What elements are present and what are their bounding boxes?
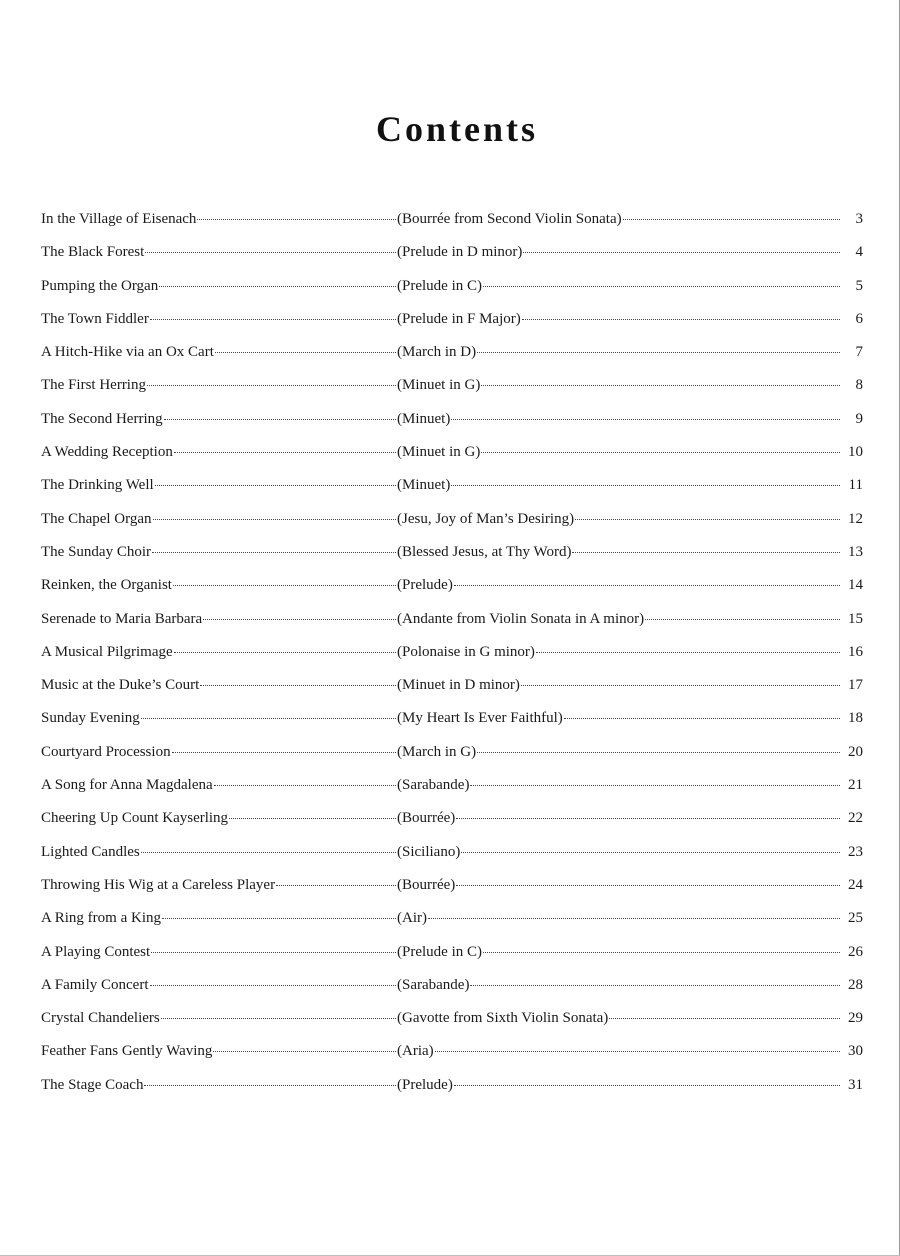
toc-piece-column: [397, 409, 841, 429]
toc-title-column: [41, 342, 397, 362]
toc-entry-piece: (Sarabande): [397, 777, 470, 794]
dot-leader: [456, 818, 840, 819]
toc-entry-page: 26: [848, 943, 863, 960]
toc-entry-piece: (Polonaise in G minor): [397, 643, 535, 660]
toc-entry: [41, 942, 863, 975]
toc-entry-page: 29: [848, 1010, 863, 1027]
dot-leader: [214, 785, 396, 786]
toc-title-column: [41, 609, 397, 629]
dot-leader: [197, 219, 396, 220]
dot-leader: [162, 918, 396, 919]
toc-entry-page: 7: [855, 344, 863, 361]
toc-entry-page: 3: [855, 211, 863, 227]
toc-entry-piece: (Bourrée): [397, 810, 456, 827]
toc-entry-title: In the Village of Eisenach: [41, 211, 197, 227]
toc-piece-column: [397, 1075, 841, 1095]
toc-entry-title: A Family Concert: [41, 976, 149, 993]
toc-entry-piece: (Prelude in D minor): [397, 244, 523, 261]
toc-entry: [41, 242, 863, 275]
dot-leader: [572, 552, 840, 553]
toc-entry: [41, 908, 863, 941]
dot-leader: [173, 585, 396, 586]
toc-entry-piece: (Minuet in G): [397, 444, 481, 461]
toc-title-column: [41, 675, 397, 695]
toc-title-column: [41, 842, 397, 862]
toc-piece-column: [397, 542, 841, 562]
dot-leader: [481, 385, 840, 386]
dot-leader: [522, 319, 840, 320]
dot-leader: [481, 452, 840, 453]
toc-entry: [41, 1008, 863, 1041]
toc-entry-page: 15: [848, 610, 863, 627]
dot-leader: [229, 818, 396, 819]
dot-leader: [470, 985, 840, 986]
toc-entry-piece: (Bourrée from Second Violin Sonata): [397, 211, 622, 227]
toc-entry-title: Lighted Candles: [41, 843, 140, 860]
dot-leader: [470, 785, 840, 786]
toc-entry-page: 30: [848, 1043, 863, 1060]
toc-title-column: [41, 775, 397, 795]
toc-entry-page: 20: [848, 743, 863, 760]
toc-entry-title: The Black Forest: [41, 244, 145, 261]
toc-entry-piece: (My Heart Is Ever Faithful): [397, 710, 563, 727]
toc-title-column: [41, 908, 397, 928]
dot-leader: [435, 1051, 840, 1052]
toc-title-column: [41, 708, 397, 728]
toc-entry: [41, 609, 863, 642]
toc-entry-title: A Musical Pilgrimage: [41, 643, 173, 660]
toc-entry-title: The First Herring: [41, 377, 146, 394]
toc-entry-page: 14: [848, 577, 863, 594]
dot-leader: [477, 352, 840, 353]
toc-title-column: [41, 1041, 397, 1061]
dot-leader: [150, 319, 396, 320]
toc-entry-title: The Drinking Well: [41, 477, 154, 494]
toc-entry-page: 17: [848, 677, 863, 694]
toc-entry-title: Reinken, the Organist: [41, 577, 172, 594]
toc-entry-piece: (Air): [397, 910, 427, 927]
toc-entry-title: Feather Fans Gently Waving: [41, 1043, 213, 1060]
toc-title-column: [41, 1008, 397, 1028]
dot-leader: [609, 1018, 840, 1019]
toc-piece-column: [397, 309, 841, 329]
toc-entry: [41, 742, 863, 775]
toc-piece-column: [397, 1041, 841, 1061]
toc-entry-page: 4: [855, 244, 863, 261]
dot-leader: [536, 652, 840, 653]
toc-title-column: [41, 509, 397, 529]
toc-entry: [41, 1075, 863, 1108]
toc-entry-page: 5: [855, 277, 863, 294]
toc-piece-column: [397, 475, 841, 495]
dot-leader: [151, 952, 396, 953]
toc-title-column: [41, 575, 397, 595]
toc-entry-piece: (Bourrée): [397, 876, 456, 893]
toc-title-column: [41, 409, 397, 429]
toc-entry-piece: (March in G): [397, 743, 477, 760]
dot-leader: [456, 885, 840, 886]
dot-leader: [428, 918, 840, 919]
table-of-contents: [41, 209, 863, 1108]
toc-entry: [41, 442, 863, 475]
toc-title-column: [41, 442, 397, 462]
toc-piece-column: [397, 575, 841, 595]
dot-leader: [200, 685, 396, 686]
dot-leader: [164, 419, 396, 420]
toc-entry-page: 25: [848, 910, 863, 927]
toc-piece-column: [397, 509, 841, 529]
toc-entry: [41, 1041, 863, 1074]
toc-entry-title: Music at the Duke’s Court: [41, 677, 200, 694]
dot-leader: [141, 852, 396, 853]
toc-entry-title: A Hitch-Hike via an Ox Cart: [41, 344, 214, 361]
toc-entry-piece: (Minuet): [397, 477, 451, 494]
toc-piece-column: [397, 375, 841, 395]
dot-leader: [172, 752, 396, 753]
toc-entry: [41, 975, 863, 1008]
toc-piece-column: [397, 276, 841, 296]
dot-leader: [153, 519, 396, 520]
dot-leader: [477, 752, 840, 753]
toc-entry-piece: (Prelude): [397, 577, 453, 594]
toc-title-column: [41, 808, 397, 828]
toc-entry-title: The Chapel Organ: [41, 510, 152, 527]
toc-entry-title: The Sunday Choir: [41, 543, 151, 560]
toc-entry: [41, 808, 863, 841]
toc-piece-column: [397, 642, 841, 662]
toc-entry-piece: (March in D): [397, 344, 477, 361]
toc-entry-piece: (Prelude in C): [397, 277, 482, 294]
toc-entry-piece: (Prelude in C): [397, 943, 482, 960]
toc-entry-title: Cheering Up Count Kayserling: [41, 810, 229, 827]
dot-leader: [483, 952, 840, 953]
toc-entry-piece: (Minuet in G): [397, 377, 481, 394]
toc-piece-column: [397, 775, 841, 795]
toc-entry-page: 11: [848, 477, 863, 494]
toc-piece-column: [397, 609, 841, 629]
dot-leader: [461, 852, 840, 853]
toc-piece-column: [397, 442, 841, 462]
toc-piece-column: [397, 1008, 841, 1028]
toc-piece-column: [397, 842, 841, 862]
toc-piece-column: [397, 708, 841, 728]
toc-entry-title: Crystal Chandeliers: [41, 1010, 160, 1027]
dot-leader: [161, 1018, 396, 1019]
dot-leader: [564, 718, 840, 719]
toc-entry: [41, 708, 863, 741]
toc-entry: [41, 842, 863, 875]
toc-entry-title: The Stage Coach: [41, 1076, 144, 1093]
dot-leader: [483, 286, 840, 287]
toc-piece-column: [397, 342, 841, 362]
toc-entry-piece: (Siciliano): [397, 843, 461, 860]
toc-title-column: [41, 875, 397, 895]
toc-entry-page: 10: [848, 444, 863, 461]
dot-leader: [523, 252, 840, 253]
toc-title-column: [41, 309, 397, 329]
toc-title-column: [41, 975, 397, 995]
toc-piece-column: [397, 242, 841, 262]
toc-entry-page: 6: [855, 310, 863, 327]
toc-piece-column: [397, 675, 841, 695]
toc-entry-page: 23: [848, 843, 863, 860]
toc-entry-page: 24: [848, 876, 863, 893]
toc-title-column: [41, 942, 397, 962]
dot-leader: [144, 1085, 396, 1086]
toc-piece-column: [397, 875, 841, 895]
toc-entry-page: 21: [848, 777, 863, 794]
toc-entry-piece: (Jesu, Joy of Man’s Desiring): [397, 510, 575, 527]
toc-entry: [41, 542, 863, 575]
toc-entry-title: A Song for Anna Magdalena: [41, 777, 213, 794]
dot-leader: [159, 286, 396, 287]
toc-entry: [41, 309, 863, 342]
toc-title-column: [41, 375, 397, 395]
dot-leader: [623, 219, 840, 220]
dot-leader: [575, 519, 840, 520]
toc-entry: [41, 775, 863, 808]
toc-title-column: [41, 642, 397, 662]
toc-piece-column: [397, 209, 841, 229]
toc-piece-column: [397, 808, 841, 828]
toc-entry-piece: (Andante from Violin Sonata in A minor): [397, 610, 645, 627]
page-title: Contents: [375, 109, 538, 149]
dot-leader: [145, 252, 396, 253]
toc-entry: [41, 342, 863, 375]
dot-leader: [174, 452, 396, 453]
dot-leader: [152, 552, 396, 553]
dot-leader: [141, 718, 396, 719]
toc-entry: [41, 509, 863, 542]
toc-piece-column: [397, 908, 841, 928]
toc-title-column: [41, 209, 397, 229]
toc-title-column: [41, 742, 397, 762]
toc-entry-title: The Town Fiddler: [41, 310, 149, 327]
dot-leader: [451, 419, 840, 420]
toc-title-column: [41, 276, 397, 296]
toc-entry-page: 31: [848, 1076, 863, 1093]
toc-entry-page: 18: [848, 710, 863, 727]
toc-piece-column: [397, 975, 841, 995]
dot-leader: [147, 385, 396, 386]
toc-entry-page: 28: [848, 976, 863, 993]
toc-entry-title: A Playing Contest: [41, 943, 151, 960]
toc-entry-title: Sunday Evening: [41, 710, 140, 727]
dot-leader: [276, 885, 396, 886]
toc-entry: [41, 276, 863, 309]
toc-title-column: [41, 542, 397, 562]
toc-entry-piece: (Minuet in D minor): [397, 677, 520, 694]
toc-entry-piece: (Sarabande): [397, 976, 470, 993]
toc-entry-page: 8: [855, 377, 863, 394]
toc-entry-piece: (Aria): [397, 1043, 434, 1060]
dot-leader: [454, 1085, 840, 1086]
toc-entry-page: 16: [848, 643, 863, 660]
toc-entry-page: 22: [848, 810, 863, 827]
toc-entry-piece: (Gavotte from Sixth Violin Sonata): [397, 1010, 609, 1027]
toc-title-column: [41, 242, 397, 262]
toc-entry: [41, 475, 863, 508]
dot-leader: [451, 485, 840, 486]
toc-entry-page: 13: [848, 543, 863, 560]
toc-entry-title: The Second Herring: [41, 410, 163, 427]
toc-piece-column: [397, 942, 841, 962]
dot-leader: [645, 619, 840, 620]
toc-entry-piece: (Blessed Jesus, at Thy Word): [397, 543, 572, 560]
dot-leader: [155, 485, 396, 486]
dot-leader: [174, 652, 396, 653]
toc-entry-title: Pumping the Organ: [41, 277, 159, 294]
dot-leader: [213, 1051, 396, 1052]
toc-entry-title: A Ring from a King: [41, 910, 161, 927]
toc-title-column: [41, 1075, 397, 1095]
dot-leader: [521, 685, 840, 686]
toc-entry: [41, 875, 863, 908]
toc-entry: [41, 675, 863, 708]
dot-leader: [203, 619, 396, 620]
dot-leader: [454, 585, 840, 586]
toc-entry: [41, 375, 863, 408]
toc-entry-title: Serenade to Maria Barbara: [41, 610, 203, 627]
toc-entry: [41, 575, 863, 608]
toc-piece-column: [397, 742, 841, 762]
toc-entry-piece: (Prelude in F Major): [397, 310, 521, 327]
toc-entry-title: A Wedding Reception: [41, 444, 173, 461]
dot-leader: [150, 985, 397, 986]
toc-entry-title: Throwing His Wig at a Careless Player: [41, 876, 276, 893]
dot-leader: [215, 352, 396, 353]
toc-entry-piece: (Prelude): [397, 1076, 453, 1093]
toc-entry-page: 9: [855, 410, 863, 427]
toc-title-column: [41, 475, 397, 495]
toc-entry-page: 12: [848, 510, 863, 527]
toc-entry: [41, 209, 863, 242]
toc-entry: [41, 642, 863, 675]
toc-entry-piece: (Minuet): [397, 410, 451, 427]
toc-entry-title: Courtyard Procession: [41, 743, 171, 760]
toc-entry: [41, 409, 863, 442]
